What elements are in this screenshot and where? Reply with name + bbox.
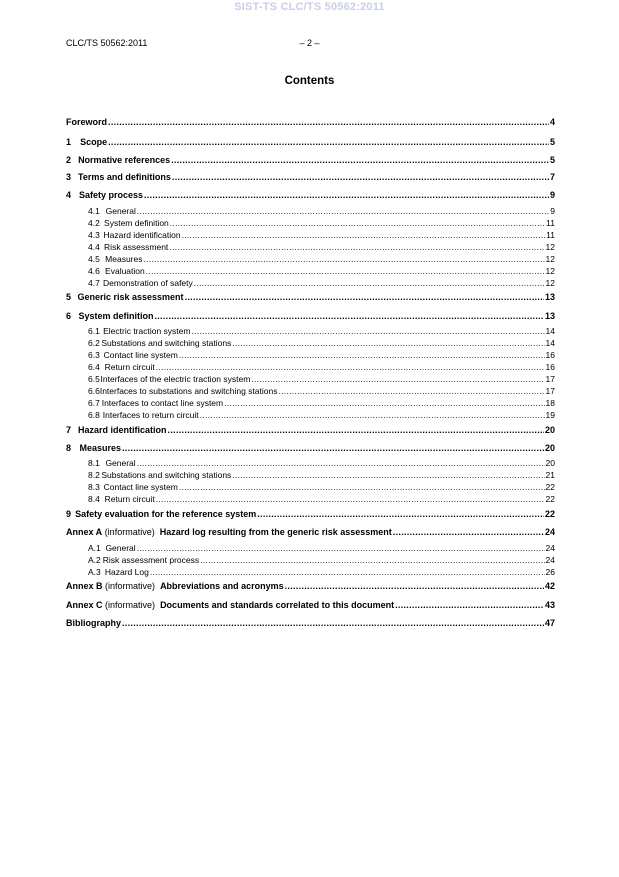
toc-entry[interactable]: [66, 137, 555, 148]
toc-dot-leader: [137, 543, 545, 554]
toc-entry-title[interactable]: Return circuit: [104, 362, 155, 372]
toc-page-number[interactable]: 17: [545, 386, 555, 396]
toc-entry-title[interactable]: General: [105, 543, 136, 553]
toc-entry-number: 6.7: [88, 398, 100, 408]
toc-annex-note: (informative): [105, 600, 156, 610]
toc-dot-leader: [278, 386, 544, 397]
toc-entry-number: 6.1: [88, 326, 100, 336]
toc-entry-title[interactable]: Terms and definitions: [78, 172, 171, 182]
toc-entry-number: 8.3: [88, 482, 100, 492]
toc-page-number[interactable]: 12: [545, 278, 555, 288]
toc-dot-leader: [194, 278, 545, 289]
toc-entry[interactable]: [66, 458, 555, 469]
toc-entry[interactable]: [66, 443, 555, 454]
toc-page-number[interactable]: 13: [544, 292, 555, 302]
toc-entry-number: A.3: [88, 567, 101, 577]
toc-dot-leader: [171, 155, 549, 166]
toc-entry-title[interactable]: Measures: [105, 254, 143, 264]
toc-page-number[interactable]: 9: [550, 206, 555, 216]
toc-entry-title[interactable]: Interfaces to return circuit: [102, 410, 199, 420]
toc-entry[interactable]: [66, 278, 555, 289]
toc-entry[interactable]: [66, 311, 555, 322]
toc-entry-number: 4.5: [88, 254, 100, 264]
toc-entry[interactable]: [66, 600, 555, 611]
toc-entry[interactable]: [66, 362, 555, 373]
toc-dot-leader: [122, 618, 544, 629]
toc-entry-number: 6.6: [88, 386, 100, 396]
toc-entry[interactable]: [66, 398, 555, 409]
toc-page-number[interactable]: 11: [546, 230, 555, 240]
toc-entry-title[interactable]: Return circuit: [104, 494, 155, 504]
toc-entry-number: 4.7: [88, 278, 100, 288]
toc-entry-title[interactable]: System definition: [104, 218, 169, 228]
toc-entry[interactable]: [66, 117, 555, 128]
watermark: SIST-TS CLC/TS 50562:2011: [234, 1, 385, 13]
toc-entry-title[interactable]: Hazard Log: [104, 567, 149, 577]
toc-page-number[interactable]: 24: [545, 555, 555, 565]
toc-entry[interactable]: [66, 266, 555, 277]
toc-entry[interactable]: [66, 581, 555, 592]
toc-entry[interactable]: [66, 292, 555, 303]
toc-dot-leader: [122, 443, 544, 454]
toc-page-number[interactable]: 17: [545, 374, 555, 384]
toc-page-number[interactable]: 9: [549, 190, 555, 200]
toc-dot-leader: [232, 338, 544, 349]
toc-entry[interactable]: [66, 326, 555, 337]
toc-entry-title[interactable]: Electric traction system: [103, 326, 191, 336]
toc-page-number[interactable]: 26: [545, 567, 555, 577]
toc-entry[interactable]: [66, 155, 555, 166]
toc-page-number[interactable]: 4: [549, 117, 555, 127]
toc-entry-title[interactable]: Foreword: [66, 117, 108, 127]
toc-entry[interactable]: [66, 509, 555, 520]
toc-page-number[interactable]: 18: [545, 398, 555, 408]
toc-entry-number: 6.8: [88, 410, 100, 420]
toc-page-number[interactable]: 47: [544, 618, 555, 628]
toc-dot-leader: [146, 266, 545, 277]
toc-dot-leader: [108, 117, 549, 128]
toc-entry-number: A.1: [88, 543, 101, 553]
toc-entry-title[interactable]: Contact line system: [103, 350, 178, 360]
toc-entry-title[interactable]: Interfaces of the electric traction system: [100, 374, 251, 384]
toc-page-number[interactable]: 42: [544, 581, 555, 591]
toc-entry-number: 5: [66, 292, 72, 302]
toc-dot-leader: [108, 137, 549, 148]
toc-entry-number: 4.2: [88, 218, 100, 228]
toc-dot-leader: [224, 398, 544, 409]
toc-entry-number: 9: [66, 509, 72, 519]
toc-entry[interactable]: [66, 386, 555, 397]
toc-entry-number: 8.2: [88, 470, 100, 480]
toc-dot-leader: [172, 172, 549, 183]
toc-dot-leader: [257, 509, 544, 520]
toc-entry-number: A.2: [88, 555, 101, 565]
toc-entry[interactable]: [66, 618, 555, 629]
toc-page-number[interactable]: 16: [545, 362, 555, 372]
toc-page-number[interactable]: 19: [545, 410, 555, 420]
toc-entry-number: 6: [66, 311, 72, 321]
toc-dot-leader: [393, 527, 544, 538]
toc-entry-title[interactable]: Measures: [79, 443, 121, 453]
toc-page-number[interactable]: 7: [549, 172, 555, 182]
toc-dot-leader: [150, 567, 545, 578]
toc-dot-leader: [251, 374, 544, 385]
toc-entry-title[interactable]: Documents and standards correlated to this document: [160, 600, 395, 610]
toc-dot-leader: [200, 555, 544, 566]
toc-page-number[interactable]: 20: [544, 425, 555, 435]
toc-entry-title[interactable]: Safety process: [78, 190, 143, 200]
toc-page-number[interactable]: 43: [544, 600, 555, 610]
page-number: – 2 –: [299, 38, 320, 48]
toc-page-number[interactable]: 20: [545, 458, 555, 468]
toc-entry-number: 7: [66, 425, 72, 435]
toc-annex-note: (informative): [104, 527, 155, 537]
toc-dot-leader: [179, 350, 545, 361]
toc-entry[interactable]: [66, 242, 555, 253]
toc-dot-leader: [168, 425, 544, 436]
toc-entry-number: 4.4: [88, 242, 100, 252]
toc-entry-number: 4: [66, 190, 72, 200]
toc-page-number[interactable]: 24: [545, 543, 555, 553]
toc-entry-title[interactable]: Hazard identification: [78, 425, 167, 435]
toc-entry-number: 4.6: [88, 266, 100, 276]
toc-entry-title[interactable]: Safety evaluation for the reference system: [75, 509, 257, 519]
toc-entry-number: 4.1: [88, 206, 100, 216]
toc-page-number[interactable]: 24: [544, 527, 555, 537]
toc-page-number[interactable]: 22: [544, 509, 555, 519]
toc-entry-title[interactable]: Scope: [80, 137, 108, 147]
toc-dot-leader: [182, 230, 546, 241]
toc-entry[interactable]: [66, 425, 555, 436]
toc-page-number[interactable]: 12: [545, 266, 555, 276]
toc-entry[interactable]: [66, 254, 555, 265]
toc-annex-label: Annex A: [66, 527, 103, 537]
toc-entry-title[interactable]: Interfaces to contact line system: [101, 398, 224, 408]
toc-entry-title[interactable]: Risk assessment: [104, 242, 169, 252]
toc-page-number[interactable]: 22: [545, 482, 555, 492]
toc-entry[interactable]: [66, 555, 555, 566]
toc-entry-title[interactable]: System definition: [78, 311, 154, 321]
toc-page-number[interactable]: 11: [546, 218, 555, 228]
toc-entry-title[interactable]: Interfaces to substations and switching stations: [99, 386, 278, 396]
toc-page-number[interactable]: 13: [544, 311, 555, 321]
toc-entry-title[interactable]: Bibliography: [66, 618, 122, 628]
toc-entry[interactable]: [66, 527, 555, 538]
toc-entry[interactable]: [66, 218, 555, 229]
toc-annex-label: Annex C: [66, 600, 103, 610]
toc-dot-leader: [156, 494, 545, 505]
toc-dot-leader: [179, 482, 545, 493]
toc-entry[interactable]: [66, 494, 555, 505]
toc-dot-leader: [285, 581, 544, 592]
toc-dot-leader: [170, 218, 545, 229]
toc-entry-title[interactable]: Substations and switching stations: [101, 338, 232, 348]
toc-entry-number: 3: [66, 172, 72, 182]
toc-entry[interactable]: [66, 482, 555, 493]
toc-page-number[interactable]: 14: [545, 326, 555, 336]
toc-dot-leader: [137, 458, 545, 469]
toc-annex-label: Annex B: [66, 581, 103, 591]
toc-entry-title[interactable]: Generic risk assessment: [77, 292, 184, 302]
toc-dot-leader: [395, 600, 544, 611]
toc-entry-title[interactable]: Evaluation: [105, 266, 145, 276]
toc-entry-number: 8.4: [88, 494, 100, 504]
toc-entry-number: 2: [66, 155, 72, 165]
toc-page-number[interactable]: 5: [549, 155, 555, 165]
toc-entry[interactable]: [66, 410, 555, 421]
toc-entry[interactable]: [66, 350, 555, 361]
toc-entry[interactable]: [66, 172, 555, 183]
toc-dot-leader: [169, 242, 544, 253]
toc-entry[interactable]: [66, 567, 555, 578]
toc-annex-note: (informative): [105, 581, 156, 591]
toc-entry-number: 4.3: [88, 230, 100, 240]
toc-entry-number: 6.5: [88, 374, 100, 384]
toc-entry-title[interactable]: Contact line system: [103, 482, 178, 492]
toc-entry-number: 8: [66, 443, 72, 453]
toc-entry[interactable]: [66, 206, 555, 217]
toc-entry-title[interactable]: Abbreviations and acronyms: [160, 581, 284, 591]
toc-entry-title[interactable]: Hazard log resulting from the generic risk assessment: [159, 527, 392, 537]
toc-page-number[interactable]: 22: [545, 494, 555, 504]
toc-dot-leader: [185, 292, 544, 303]
toc-page-number[interactable]: 14: [545, 338, 555, 348]
toc-entry-number: 6.4: [88, 362, 100, 372]
toc-dot-leader: [154, 311, 544, 322]
toc-page-number[interactable]: 21: [545, 470, 555, 480]
toc-entry[interactable]: [66, 230, 555, 241]
toc-entry[interactable]: [66, 543, 555, 554]
toc-entry-title[interactable]: Substations and switching stations: [101, 470, 232, 480]
toc-entry-title[interactable]: Demonstration of safety: [103, 278, 193, 288]
toc-entry[interactable]: [66, 374, 555, 385]
toc-entry-title[interactable]: Risk assessment process: [102, 555, 200, 565]
toc-dot-leader: [137, 206, 549, 217]
toc-page-number[interactable]: 16: [545, 350, 555, 360]
toc-entry-title[interactable]: General: [105, 458, 136, 468]
toc-dot-leader: [200, 410, 545, 421]
toc-entry-title[interactable]: Hazard identification: [103, 230, 181, 240]
toc-page-number[interactable]: 5: [549, 137, 555, 147]
toc-dot-leader: [143, 254, 544, 265]
toc-entry-number: 8.1: [88, 458, 100, 468]
toc-dot-leader: [191, 326, 544, 337]
toc-dot-leader: [156, 362, 545, 373]
toc-page-number[interactable]: 12: [545, 254, 555, 264]
toc-entry[interactable]: [66, 190, 555, 201]
page-title: Contents: [284, 75, 335, 87]
toc-entry-title[interactable]: General: [105, 206, 136, 216]
toc-entry-number: 6.2: [88, 338, 100, 348]
toc-page-number[interactable]: 20: [544, 443, 555, 453]
toc-entry-number: 6.3: [88, 350, 100, 360]
toc-page-number[interactable]: 12: [545, 242, 555, 252]
toc-entry-number: 1: [66, 137, 72, 147]
document-id: CLC/TS 50562:2011: [66, 38, 148, 48]
toc-entry[interactable]: [66, 470, 555, 481]
toc-entry[interactable]: [66, 338, 555, 349]
toc-entry-title[interactable]: Normative references: [78, 155, 171, 165]
toc-dot-leader: [144, 190, 549, 201]
toc-dot-leader: [232, 470, 544, 481]
